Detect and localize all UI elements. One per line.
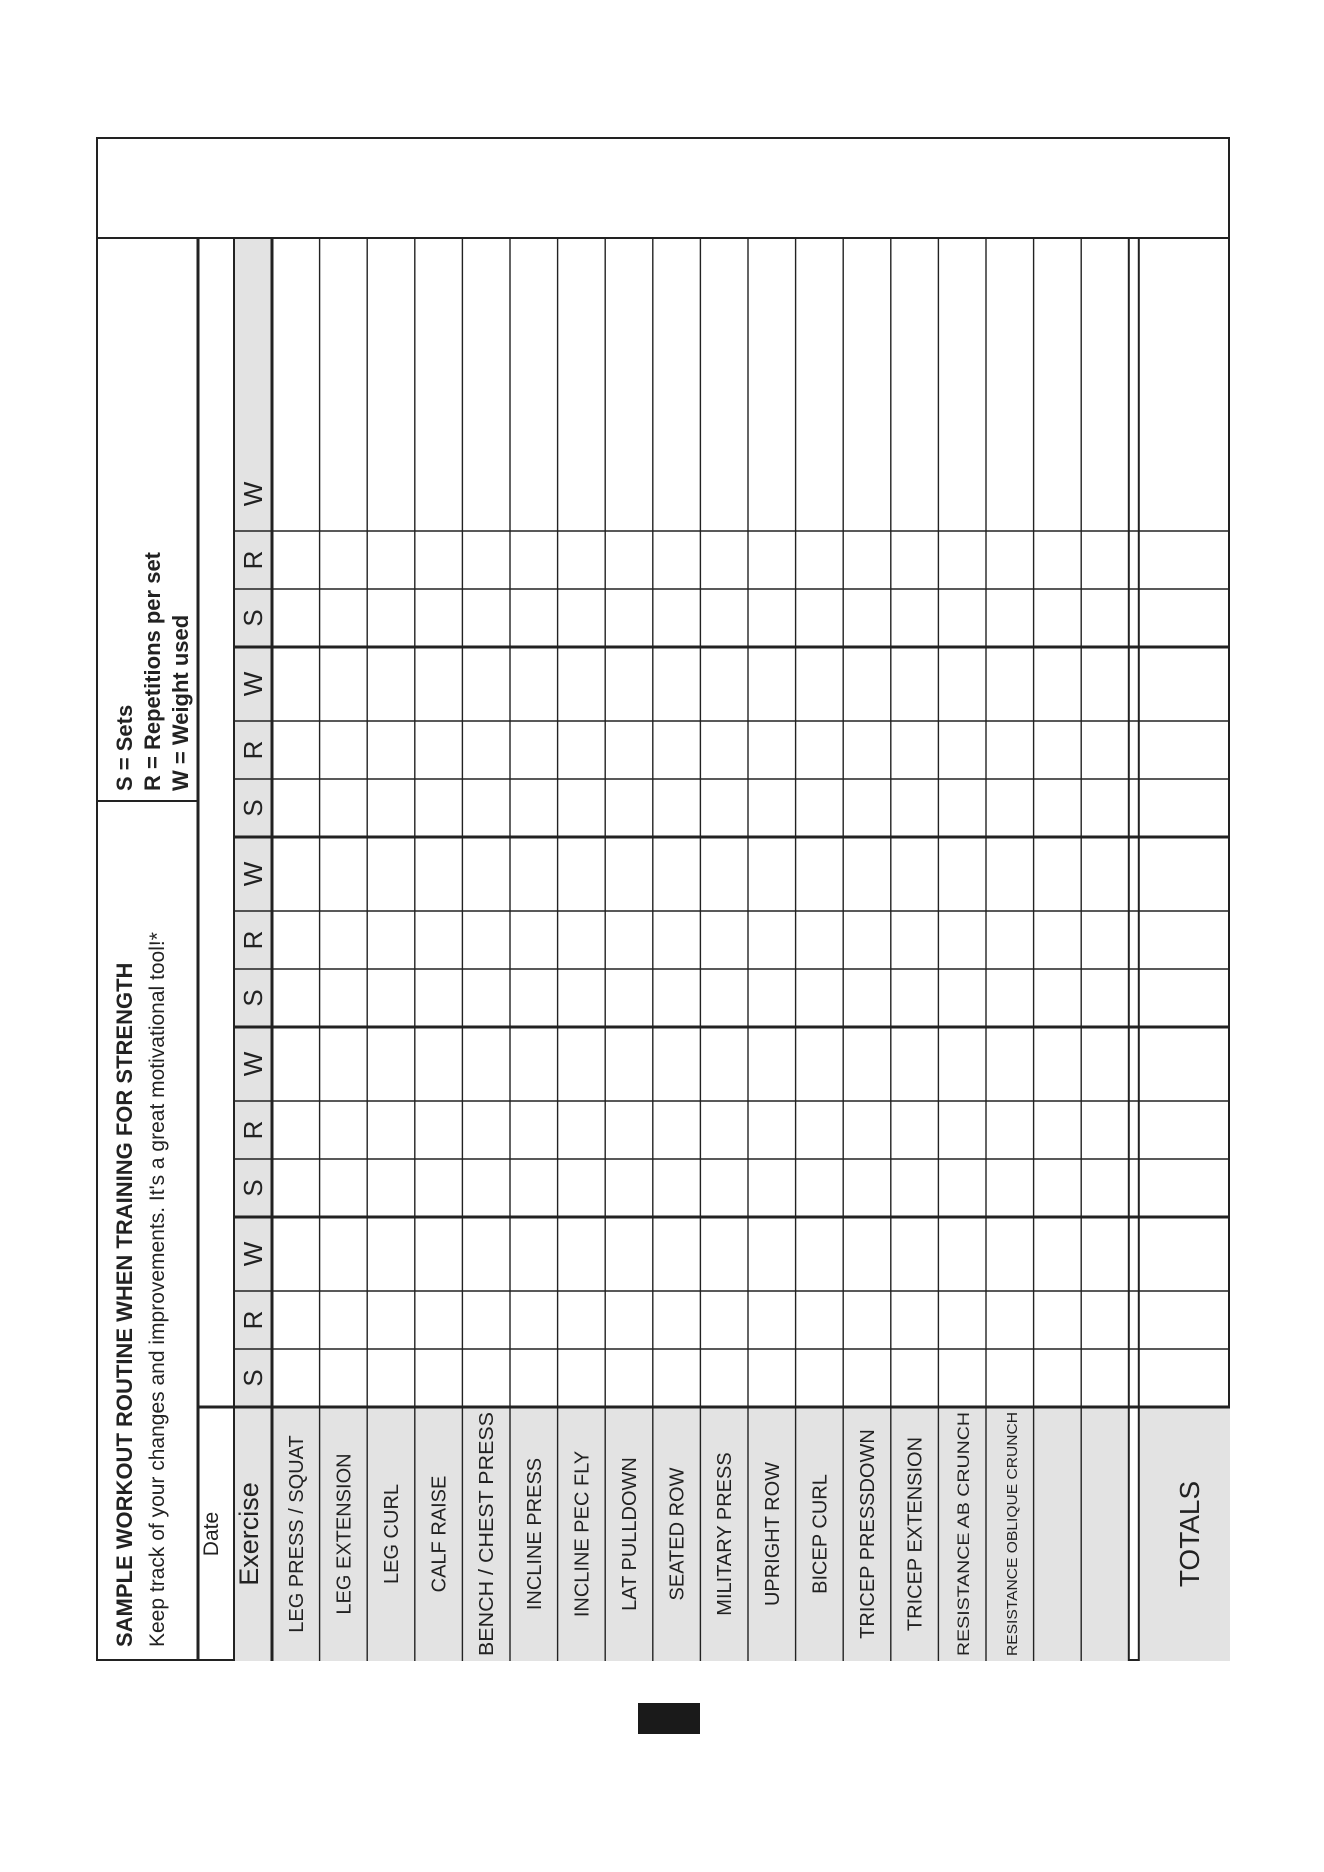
column-label-r: R — [238, 550, 268, 570]
column-label-s: S — [238, 989, 268, 1007]
column-label-r: R — [238, 930, 268, 950]
exercise-name: BENCH / CHEST PRESS — [476, 1428, 499, 1656]
exercise-name: BICEP CURL — [809, 1474, 832, 1594]
date-label: Date — [200, 1511, 223, 1557]
page-number-badge — [638, 1703, 700, 1734]
workout-log-sheet — [96, 239, 1230, 1661]
exercise-name: UPRIGHT ROW — [761, 1461, 784, 1607]
blank-header-band — [96, 137, 1230, 239]
column-label-s: S — [238, 799, 268, 817]
legend-sets: S = Sets — [112, 704, 137, 791]
exercise-name: INCLINE PRESS — [523, 1457, 546, 1611]
column-label-r: R — [238, 1310, 268, 1330]
exercise-name: LEG EXTENSION — [333, 1453, 356, 1615]
exercise-name: RESISTANCE AB CRUNCH — [954, 1443, 974, 1656]
exercise-name: TRICEP PRESSDOWN — [857, 1429, 879, 1639]
legend-weight: W = Weight used — [168, 614, 193, 791]
exercise-name: LEG PRESS / SQUAT — [285, 1435, 308, 1633]
column-label-s: S — [238, 1369, 268, 1387]
column-label-s: S — [238, 609, 268, 627]
exercise-name: SEATED ROW — [666, 1467, 689, 1601]
exercise-name: RESISTANCE OBLIQUE CRUNCH — [1003, 1421, 1021, 1656]
exercise-name: CALF RAISE — [428, 1475, 451, 1593]
exercise-name: INCLINE PEC FLY — [571, 1450, 594, 1618]
column-label-s: S — [238, 1179, 268, 1197]
exercise-header: Exercise — [234, 1482, 264, 1586]
column-label-w: W — [238, 671, 268, 697]
column-label-w: W — [238, 1051, 268, 1077]
column-label-w: W — [238, 1241, 268, 1267]
exercise-name: LAT PULLDOWN — [619, 1457, 641, 1611]
page-title: SAMPLE WORKOUT ROUTINE WHEN TRAINING FOR STRENGTH — [112, 962, 137, 1647]
column-header-shade — [234, 239, 272, 1407]
column-label-r: R — [238, 1120, 268, 1140]
column-label-w: W — [238, 861, 268, 887]
workout-log-table — [96, 239, 1230, 1661]
column-label-r: R — [238, 740, 268, 760]
exercise-name: LEG CURL — [381, 1483, 403, 1585]
legend-reps: R = Repetitions per set — [140, 551, 165, 791]
exercise-name: TRICEP EXTENSION — [904, 1436, 927, 1632]
column-label-w: W — [238, 481, 268, 507]
exercise-name: MILITARY PRESS — [714, 1452, 737, 1616]
totals-label: TOTALS — [1174, 1480, 1205, 1588]
page-subtitle: Keep track of your changes and improvements. It's a great motivational tool!* — [146, 932, 169, 1647]
